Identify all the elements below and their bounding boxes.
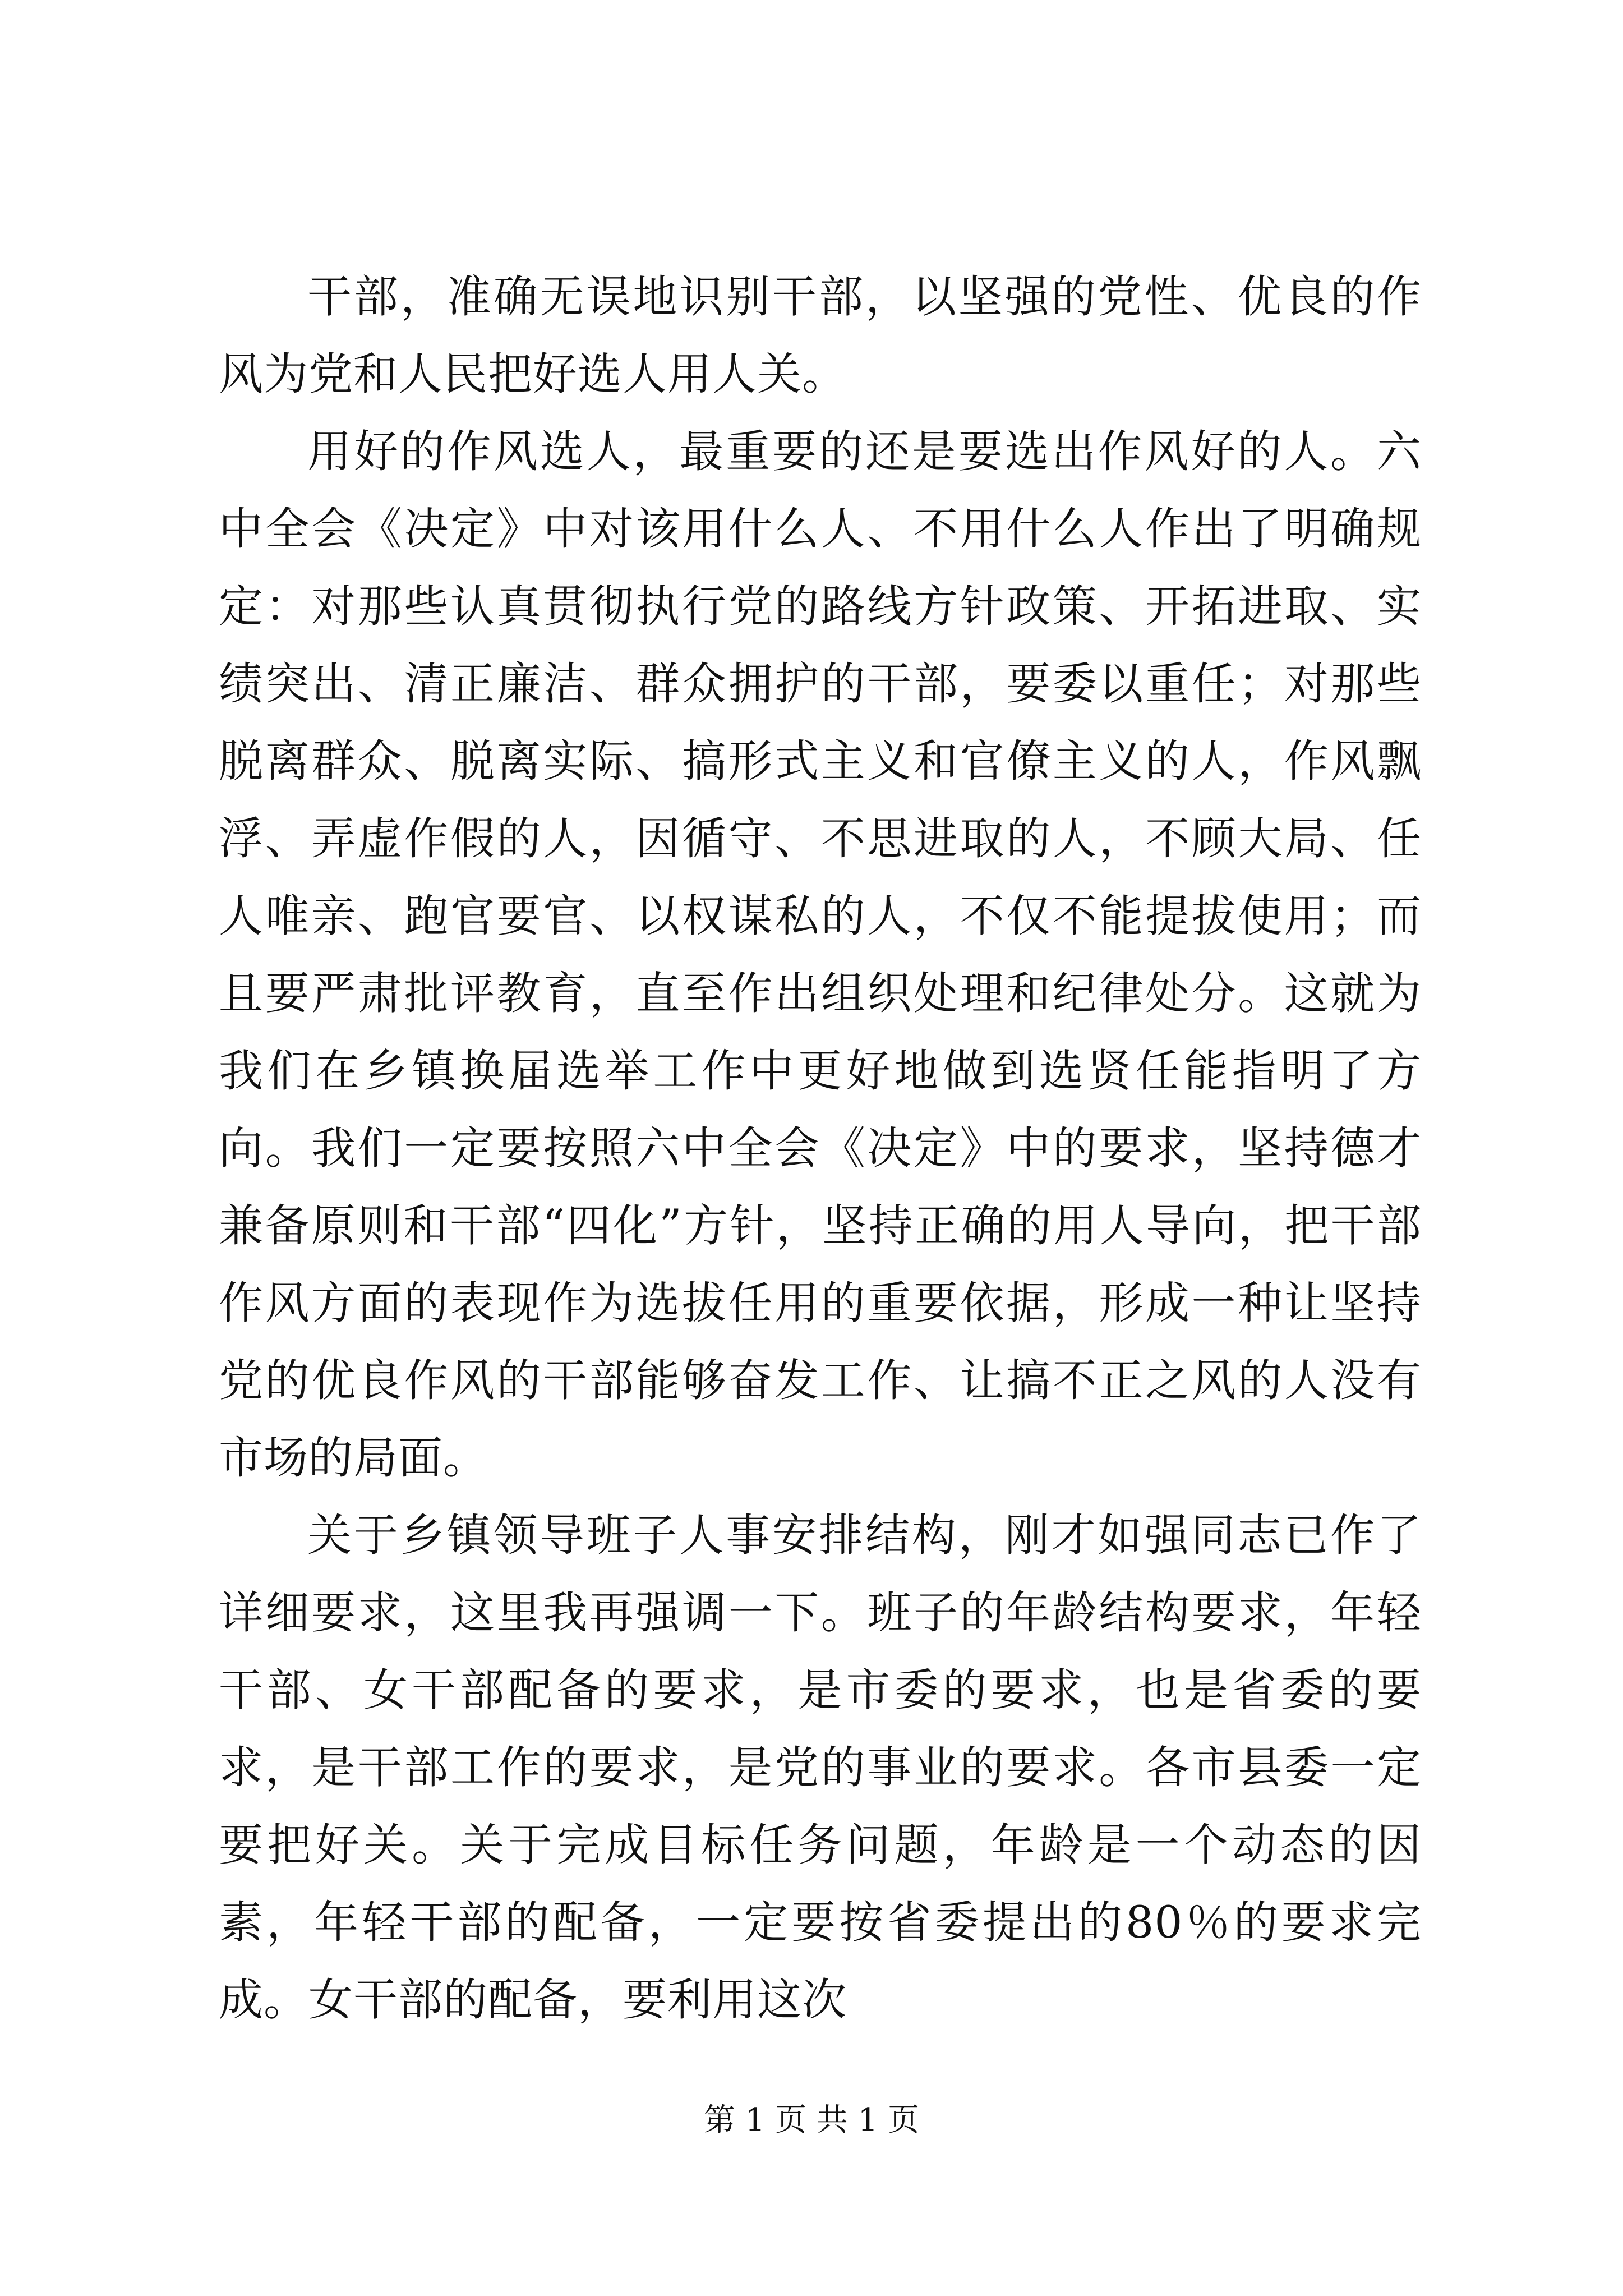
page-footer: 第 1 页 共 1 页 [703,2102,920,2138]
paragraph-2: 用好的作风选人，最重要的还是要选出作风好的人。六中全会《决定》中对该用什么人、不用什么人作出了明确规定：对那些认真贯彻执行党的路线方针政策、开拓进取、实绩突出、清正廉洁、群众拥护的干部，要委以重任；对那些脱离群众、脱离实际、搞形式主义和官僚主义的人，作风飘浮、弄虚作假的人，因循守、不思进取的人，不顾大局、任人唯亲、跑官要官、以权谋私的人，不仅不能提拔使用；而且要严肃批评教育，直至作出组织处理和纪律处分。这就为我们在乡镇换届选举工作中更好地做到选贤任能指明了方向。我们一定要按照六中全会《决定》中的要求，坚持德才兼备原则和干部“四化”方针，坚持正确的用人导向，把干部作风方面的表现作为选拔任用的重要依据，形成一种让坚持党的优良作风的干部能够奋发工作、让搞不正之风的人没有市场的局面。 [219,426,1422,1484]
paragraph-1: 干部，准确无误地识别干部，以坚强的党性、优良的作风为党和人民把好选人用人关。 [219,271,1422,400]
paragraph-3: 关于乡镇领导班子人事安排结构，刚才如强同志已作了详细要求，这里我再强调一下。班子的年龄结构要求，年轻干部、女干部配备的要求，是市委的要求，也是省委的要求，是干部工作的要求，是党的事业的要求。各市县委一定要把好关。关于完成目标任务问题，年龄是一个动态的因素，年轻干部的配备，一定要按省委提出的80％的要求完成。女干部的配备，要利用这次 [219,1510,1422,2026]
document-body [219,258,1422,2039]
